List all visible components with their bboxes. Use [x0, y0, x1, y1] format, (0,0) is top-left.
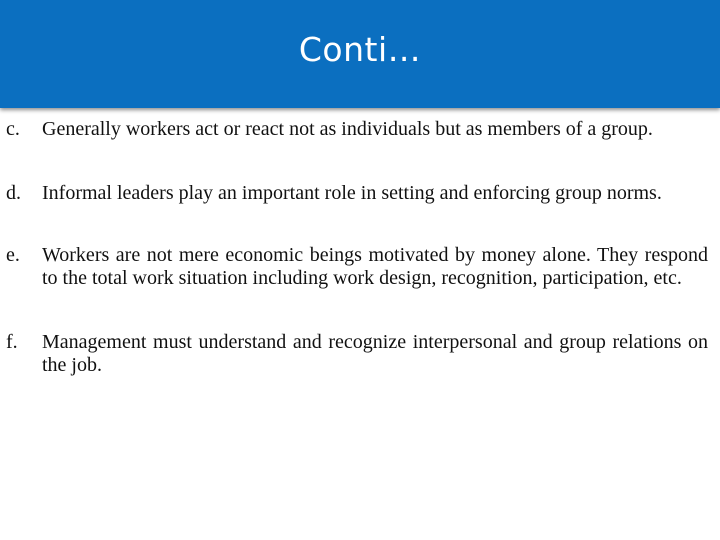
list-marker: f.: [6, 331, 18, 353]
slide-content: [6, 115, 708, 377]
list-marker: e.: [6, 244, 20, 266]
list-item: [6, 182, 708, 205]
list-item-text: Informal leaders play an important role in setting and enforcing group norms.: [42, 182, 662, 204]
list-marker: d.: [6, 182, 21, 204]
list-item-text: Management must understand and recognize interpersonal and group relations on the job.: [42, 331, 708, 376]
title-bar: [0, 0, 720, 108]
list-item-text: Workers are not mere economic beings motivated by money alone. They respond to the total work situation including work design, recognition, participation, etc.: [42, 244, 708, 289]
list-item: [6, 118, 708, 141]
slide-title-text: Conti…: [298, 30, 422, 69]
list-item: [6, 244, 708, 290]
list-item-text: Generally workers act or react not as individuals but as members of a group.: [42, 118, 653, 140]
slide-title: [0, 30, 720, 69]
list-item: [6, 331, 708, 377]
list-marker: c.: [6, 118, 20, 140]
